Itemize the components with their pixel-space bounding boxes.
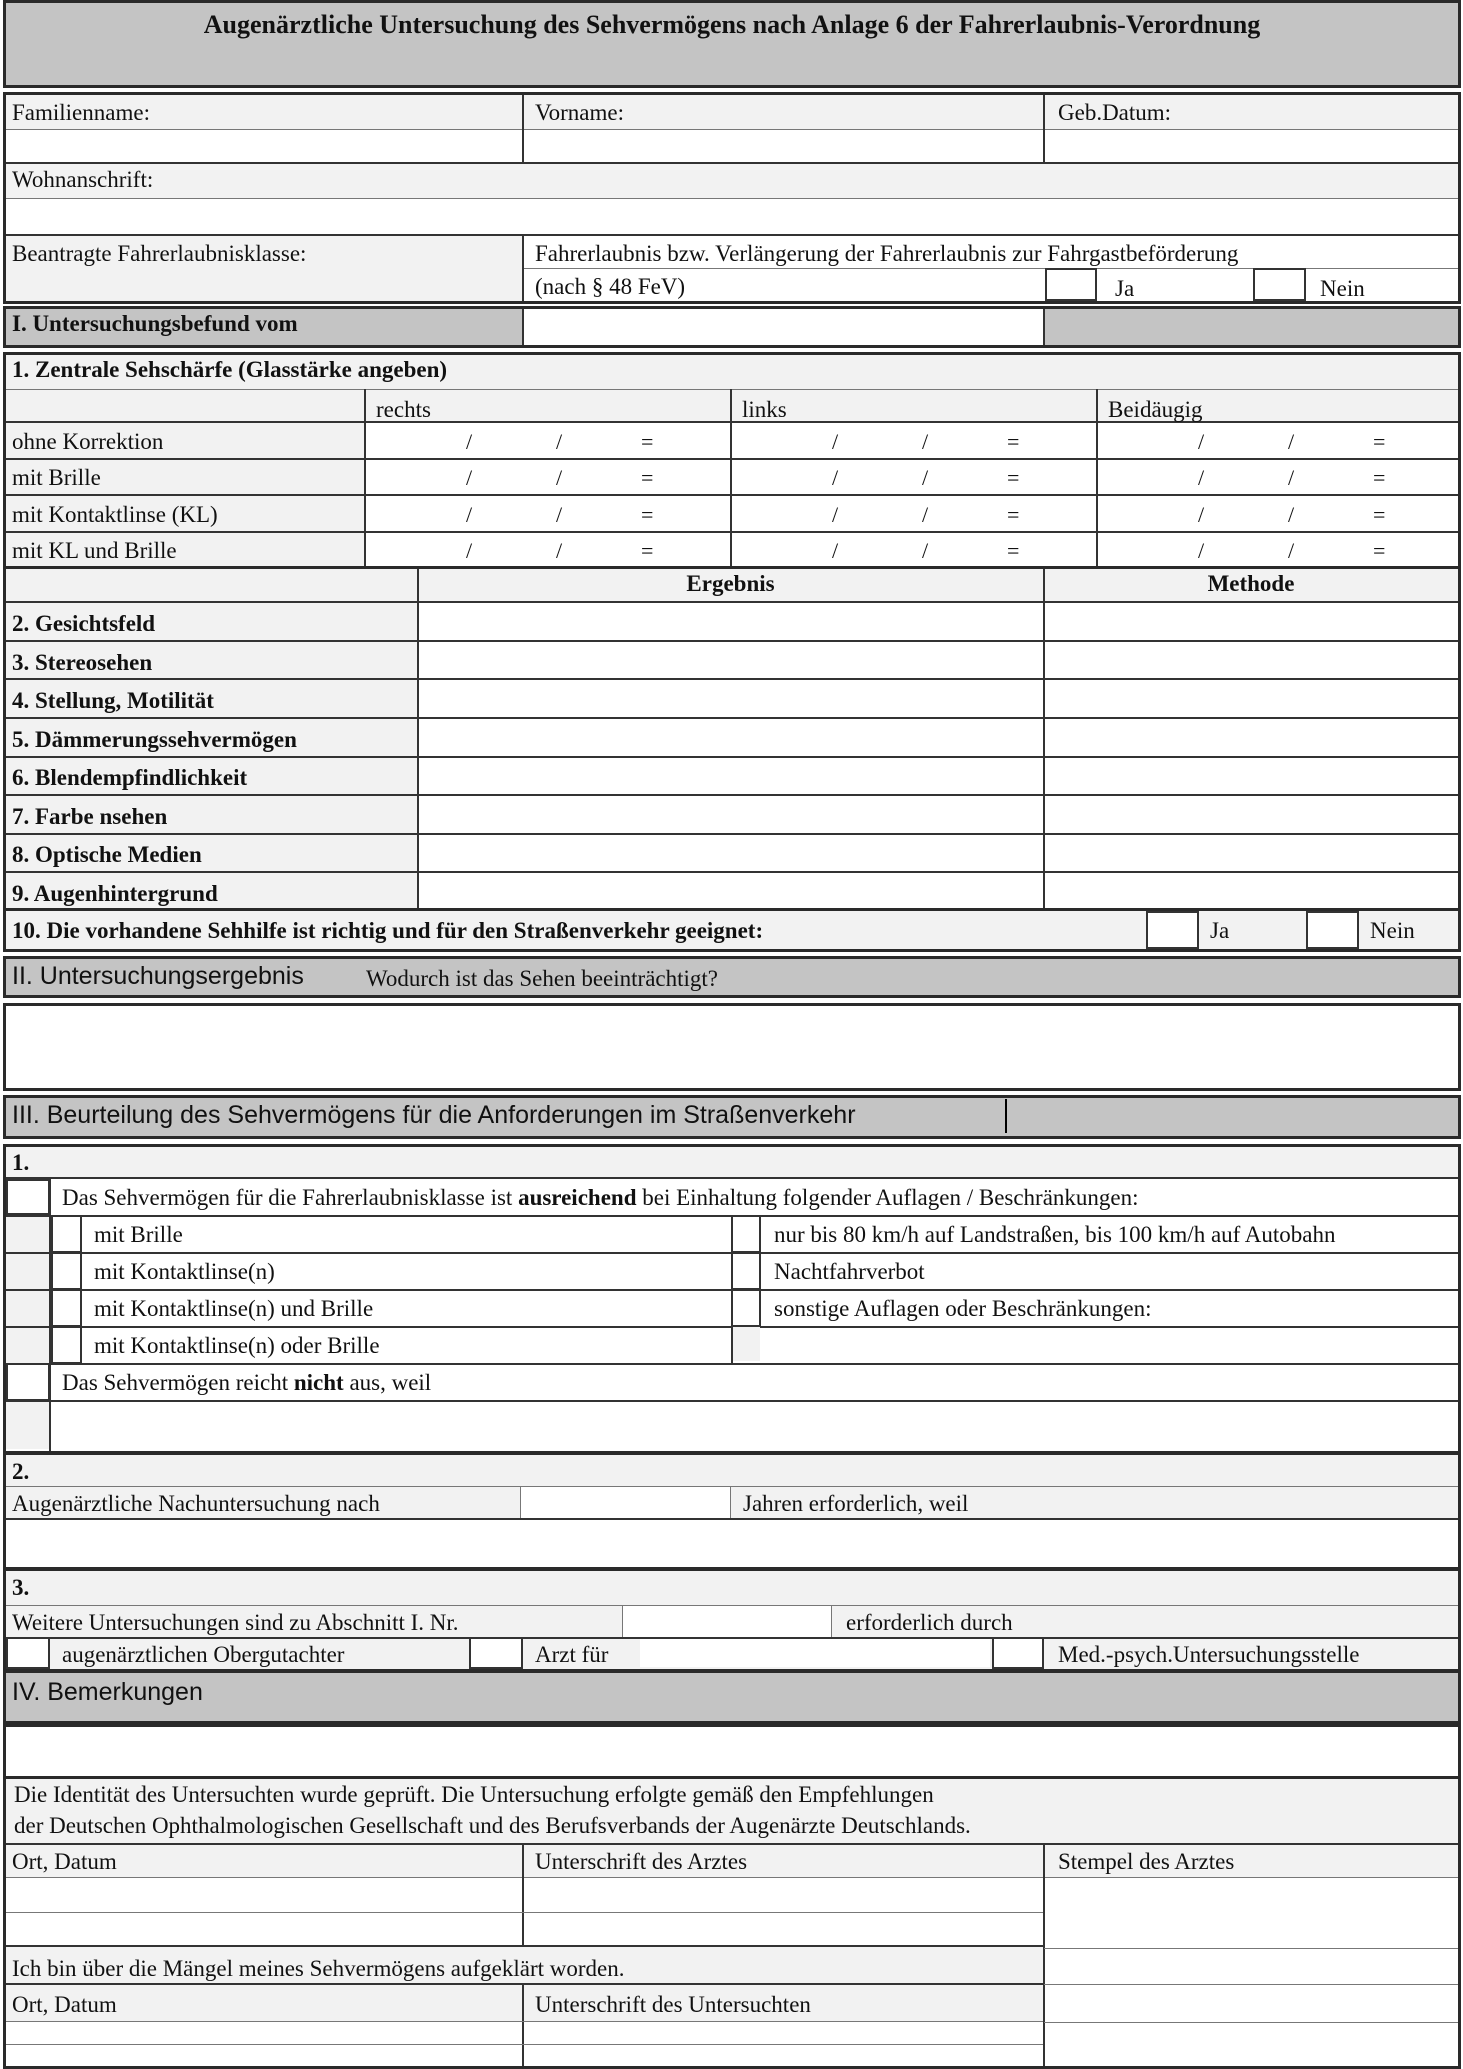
- visus-slash: /: [1198, 429, 1205, 454]
- visus-equals: =: [1373, 538, 1386, 563]
- fahrgast-text-2: (nach § 48 FeV): [535, 274, 686, 299]
- ausreichend-checkbox[interactable]: [6, 1179, 50, 1215]
- visus-mit-kl-brille-links-field[interactable]: [732, 532, 1096, 566]
- visus-slash: /: [832, 538, 839, 563]
- stereosehen-methode-field[interactable]: [1046, 642, 1457, 677]
- visus-mit-kl-brille-rechts-field[interactable]: [366, 532, 730, 566]
- visus-slash: /: [1198, 465, 1205, 490]
- visus-slash: /: [556, 429, 563, 454]
- erforderlich-durch-label: erforderlich durch: [846, 1610, 1013, 1635]
- visus-mit-kl-beidaeugig-field[interactable]: [1098, 496, 1462, 530]
- item-stellung: 4. Stellung, Motilität: [12, 688, 214, 713]
- visus-slash: /: [466, 502, 473, 527]
- fahrgast-ja-checkbox[interactable]: [1045, 268, 1097, 301]
- unterschrift-arzt-label: Unterschrift des Arztes: [535, 1849, 748, 1874]
- arzt-fuer-label: Arzt für: [535, 1642, 609, 1667]
- optische-medien-methode-field[interactable]: [1046, 835, 1457, 870]
- option-nachtfahrverbot: Nachtfahrverbot: [774, 1259, 925, 1284]
- visus-equals: =: [641, 429, 654, 454]
- option-mit-kl-und-brille: mit Kontaktlinse(n) und Brille: [94, 1296, 374, 1321]
- item-daemmerung: 5. Dämmerungssehvermögen: [12, 727, 297, 752]
- col-beidaeugig: Beidäugig: [1108, 397, 1203, 422]
- nicht-ausreichend-checkbox[interactable]: [6, 1363, 50, 1401]
- mpu-checkbox[interactable]: [992, 1637, 1044, 1669]
- visus-slash: /: [832, 429, 839, 454]
- ort-datum2-label: Ort, Datum: [12, 1992, 117, 2017]
- optische-medien-ergebnis-field[interactable]: [420, 835, 1041, 870]
- gesichtsfeld-ergebnis-field[interactable]: [420, 603, 1041, 638]
- row-mit-kl-brille: mit KL und Brille: [12, 538, 177, 563]
- option-mit-kontaktlinse: mit Kontaktlinse(n): [94, 1259, 275, 1284]
- part2-label: 2.: [12, 1459, 30, 1484]
- abschnitt-nr-field[interactable]: [624, 1607, 830, 1635]
- mit-kl-und-brille-checkbox[interactable]: [51, 1289, 82, 1327]
- section2-question: Wodurch ist das Sehen beeinträchtigt?: [366, 966, 718, 991]
- nachuntersuchung-label: Augenärztliche Nachuntersuchung nach: [12, 1491, 380, 1516]
- stellung-ergebnis-field[interactable]: [420, 680, 1041, 715]
- visus-equals: =: [641, 465, 654, 490]
- visus-mit-brille-rechts-field[interactable]: [366, 459, 730, 493]
- fahrgast-nein-label: Nein: [1320, 276, 1365, 301]
- visus-slash: /: [466, 465, 473, 490]
- jahren-label: Jahren erforderlich, weil: [743, 1491, 969, 1516]
- blendempfindlichkeit-methode-field[interactable]: [1046, 758, 1457, 793]
- identity-text-2: der Deutschen Ophthalmologischen Gesellschaft und des Berufsverbands der Augenärzte Deutschlands.: [14, 1813, 971, 1838]
- visus-slash: /: [556, 538, 563, 563]
- visus-heading: 1. Zentrale Sehschärfe (Glasstärke angeben): [12, 357, 448, 382]
- section1-heading: I. Untersuchungsbefund vom: [12, 311, 298, 336]
- option-mit-kl-oder-brille: mit Kontaktlinse(n) oder Brille: [94, 1333, 380, 1358]
- obergutachter-checkbox[interactable]: [6, 1637, 50, 1669]
- augenhintergrund-methode-field[interactable]: [1046, 873, 1457, 908]
- augenhintergrund-ergebnis-field[interactable]: [420, 873, 1041, 908]
- unterschrift-untersuchten-label: Unterschrift des Untersuchten: [535, 1992, 811, 2017]
- weitere-untersuchungen-label: Weitere Untersuchungen sind zu Abschnitt I. Nr.: [12, 1610, 459, 1635]
- visus-ohne-korrektion-rechts-field[interactable]: [366, 423, 730, 457]
- visus-equals: =: [1007, 538, 1020, 563]
- sehhilfe-ja-label: Ja: [1210, 918, 1230, 943]
- option-sonstige-auflagen: sonstige Auflagen oder Beschränkungen:: [774, 1296, 1152, 1321]
- geschwindigkeit-checkbox[interactable]: [731, 1215, 761, 1253]
- obergutachter-label: augenärztlichen Obergutachter: [62, 1642, 345, 1667]
- row-mit-kl: mit Kontaktlinse (KL): [12, 502, 218, 527]
- visus-mit-kl-rechts-field[interactable]: [366, 496, 730, 530]
- visus-slash: /: [1198, 538, 1205, 563]
- aufgeklaert-text: Ich bin über die Mängel meines Sehvermögens aufgeklärt worden.: [12, 1956, 625, 1981]
- sehhilfe-ja-checkbox[interactable]: [1146, 911, 1199, 949]
- visus-slash: /: [922, 502, 929, 527]
- col-rechts: rechts: [376, 397, 431, 422]
- visus-slash: /: [1288, 465, 1295, 490]
- bemerkungen-field[interactable]: [3, 1724, 1461, 1780]
- option-mit-brille: mit Brille: [94, 1222, 183, 1247]
- section4-heading: IV. Bemerkungen: [12, 1678, 203, 1706]
- visus-slash: /: [556, 502, 563, 527]
- visus-equals: =: [1373, 502, 1386, 527]
- ort-datum2-field[interactable]: [8, 2024, 520, 2066]
- beeintraechtigung-field[interactable]: [3, 1003, 1461, 1091]
- familienname-field[interactable]: [8, 131, 520, 160]
- part3-label: 3.: [12, 1575, 30, 1600]
- visus-mit-brille-links-field[interactable]: [732, 459, 1096, 493]
- item-farbensehen: 7. Farbe nsehen: [12, 804, 168, 829]
- nachuntersuchung-grund-field[interactable]: [8, 1521, 1456, 1566]
- arzt-fachrichtung-field[interactable]: [640, 1639, 990, 1667]
- ort-datum-label: Ort, Datum: [12, 1849, 117, 1874]
- item-gesichtsfeld: 2. Gesichtsfeld: [12, 611, 156, 636]
- visus-slash: /: [556, 465, 563, 490]
- visus-equals: =: [1007, 429, 1020, 454]
- visus-ohne-korrektion-links-field[interactable]: [732, 423, 1096, 457]
- vorname-label: Vorname:: [535, 100, 625, 125]
- visus-equals: =: [641, 538, 654, 563]
- visus-equals: =: [1373, 465, 1386, 490]
- wohnanschrift-label: Wohnanschrift:: [12, 167, 154, 192]
- form-title: Augenärztliche Untersuchung des Sehvermögens nach Anlage 6 der Fahrerlaubnis-Verordnung: [203, 10, 1261, 39]
- ausreichend-text: Das Sehvermögen für die Fahrerlaubnisklasse ist ausreichend bei Einhaltung folgender Auflagen / Beschränkungen:: [62, 1185, 1139, 1210]
- visus-ohne-korrektion-beidaeugig-field[interactable]: [1098, 423, 1462, 457]
- visus-equals: =: [1373, 429, 1386, 454]
- arzt-fuer-checkbox[interactable]: [469, 1637, 523, 1669]
- nicht-ausreichend-grund-field[interactable]: [52, 1402, 1457, 1450]
- sonstige-auflagen-field[interactable]: [763, 1327, 1457, 1361]
- gesichtsfeld-methode-field[interactable]: [1046, 603, 1457, 638]
- visus-mit-brille-beidaeugig-field[interactable]: [1098, 459, 1462, 493]
- visus-slash: /: [922, 465, 929, 490]
- visus-slash: /: [466, 429, 473, 454]
- geb-datum-field[interactable]: [1047, 131, 1457, 160]
- fahrgast-text-1: Fahrerlaubnis bzw. Verlängerung der Fahrerlaubnis zur Fahrgastbeförderung: [535, 241, 1239, 266]
- ergebnis-header: Ergebnis: [686, 571, 775, 596]
- untersuchten-unterschrift-field[interactable]: [526, 2024, 1041, 2066]
- item10-label: 10. Die vorhandene Sehhilfe ist richtig und für den Straßenverkehr geeignet:: [12, 918, 764, 943]
- section4-heading-box: [3, 1670, 1461, 1724]
- stempel-field[interactable]: [1047, 1880, 1457, 2064]
- visus-slash: /: [922, 538, 929, 563]
- row-ohne-korrektion: ohne Korrektion: [12, 429, 164, 454]
- visus-slash: /: [466, 538, 473, 563]
- wohnanschrift-field[interactable]: [8, 200, 1456, 232]
- visus-equals: =: [1007, 502, 1020, 527]
- vorname-field[interactable]: [526, 131, 1041, 160]
- visus-slash: /: [1288, 502, 1295, 527]
- visus-equals: =: [1007, 465, 1020, 490]
- stellung-methode-field[interactable]: [1046, 680, 1457, 715]
- farbensehen-ergebnis-field[interactable]: [420, 796, 1041, 831]
- part1-label: 1.: [12, 1150, 30, 1175]
- methode-header: Methode: [1207, 571, 1295, 596]
- farbensehen-methode-field[interactable]: [1046, 796, 1457, 831]
- visus-mit-kl-brille-beidaeugig-field[interactable]: [1098, 532, 1462, 566]
- geb-datum-label: Geb.Datum:: [1058, 100, 1172, 125]
- identity-text-1: Die Identität des Untersuchten wurde geprüft. Die Untersuchung erfolgte gemäß den Empfehlungen: [14, 1782, 934, 1807]
- stempel-label: Stempel des Arztes: [1058, 1849, 1235, 1874]
- visus-slash: /: [1198, 502, 1205, 527]
- item-augenhintergrund: 9. Augenhintergrund: [12, 881, 218, 906]
- visus-slash: /: [1288, 429, 1295, 454]
- mit-brille-checkbox[interactable]: [51, 1215, 82, 1253]
- nachuntersuchung-jahre-field[interactable]: [522, 1488, 728, 1516]
- visus-equals: =: [641, 502, 654, 527]
- section2-heading: II. Untersuchungsergebnis: [12, 962, 304, 990]
- sehhilfe-nein-checkbox[interactable]: [1306, 911, 1359, 949]
- sehhilfe-nein-label: Nein: [1370, 918, 1415, 943]
- mit-kontaktlinse-checkbox[interactable]: [51, 1252, 82, 1290]
- klasse-label: Beantragte Fahrerlaubnisklasse:: [12, 241, 307, 266]
- fahrgast-ja-label: Ja: [1115, 276, 1135, 301]
- item-blendempfindlichkeit: 6. Blendempfindlichkeit: [12, 765, 248, 790]
- item-optische-medien: 8. Optische Medien: [12, 842, 202, 867]
- daemmerung-methode-field[interactable]: [1046, 719, 1457, 754]
- familienname-label: Familienname:: [12, 100, 150, 125]
- col-links: links: [742, 397, 787, 422]
- section3-heading: III. Beurteilung des Sehvermögens für die Anforderungen im Straßenverkehr: [12, 1101, 856, 1129]
- mit-kl-oder-brille-checkbox[interactable]: [51, 1326, 82, 1364]
- visus-slash: /: [922, 429, 929, 454]
- visus-slash: /: [832, 465, 839, 490]
- untersuchungsdatum-field[interactable]: [523, 309, 1043, 345]
- fahrgast-nein-checkbox[interactable]: [1253, 268, 1306, 301]
- visus-mit-kl-links-field[interactable]: [732, 496, 1096, 530]
- nicht-ausreichend-text: Das Sehvermögen reicht nicht aus, weil: [62, 1370, 432, 1395]
- visus-slash: /: [1288, 538, 1295, 563]
- daemmerung-ergebnis-field[interactable]: [420, 719, 1041, 754]
- item-stereosehen: 3. Stereosehen: [12, 650, 153, 675]
- option-geschwindigkeit: nur bis 80 km/h auf Landstraßen, bis 100 km/h auf Autobahn: [774, 1222, 1336, 1247]
- sonstige-auflagen-checkbox[interactable]: [731, 1289, 761, 1327]
- stereosehen-ergebnis-field[interactable]: [420, 642, 1041, 677]
- blendempfindlichkeit-ergebnis-field[interactable]: [420, 758, 1041, 793]
- nachtfahrverbot-checkbox[interactable]: [731, 1252, 761, 1290]
- visus-slash: /: [832, 502, 839, 527]
- mpu-label: Med.-psych.Untersuchungsstelle: [1058, 1642, 1360, 1667]
- row-mit-brille: mit Brille: [12, 465, 101, 490]
